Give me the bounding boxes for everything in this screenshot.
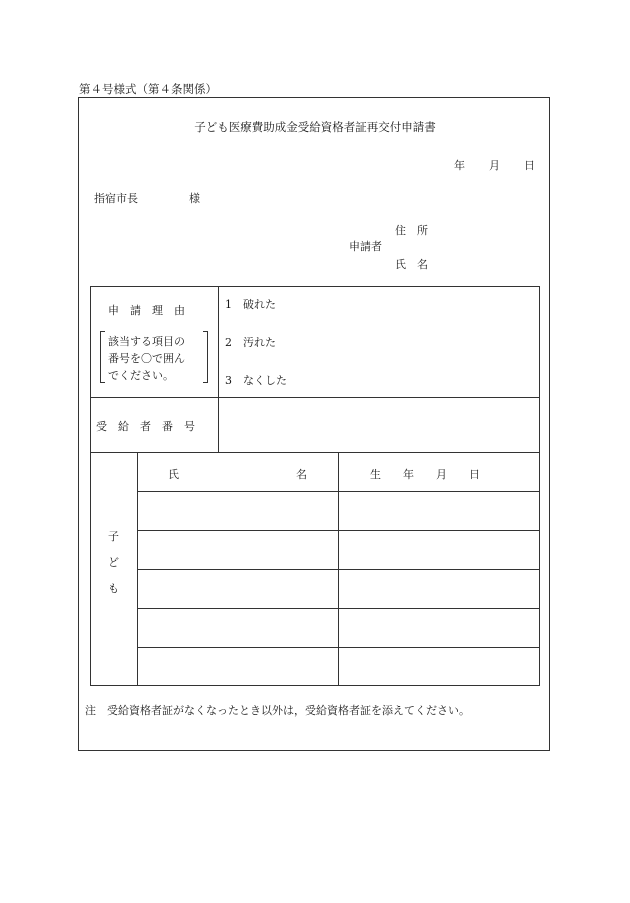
reason-instruction-line-2: 番号を〇で囲ん — [108, 352, 185, 365]
children-header-divider — [137, 491, 540, 492]
addressee-honorific: 様 — [189, 192, 200, 205]
reason-table-row-divider — [90, 397, 540, 398]
child-birthdate-field[interactable] — [341, 533, 537, 567]
instruction-bracket-left — [100, 331, 105, 383]
children-col-name-surname: 氏 — [168, 468, 179, 481]
applicant-name-label: 氏 名 — [395, 258, 428, 271]
children-side-label-1: 子 — [108, 530, 119, 543]
children-row-divider — [137, 569, 540, 570]
children-row-divider — [137, 608, 540, 609]
reason-option-dirty[interactable]: 2 汚れた — [225, 336, 276, 349]
child-birthdate-field[interactable] — [341, 611, 537, 645]
form-title: 子ども医療費助成金受給資格者証再交付申請書 — [194, 120, 436, 134]
addressee-name: 指宿市長 — [94, 192, 138, 205]
child-name-field[interactable] — [140, 533, 336, 567]
applicant-label: 申請者 — [349, 240, 382, 253]
children-side-label-2: ど — [108, 556, 119, 569]
child-birthdate-field[interactable] — [341, 650, 537, 684]
child-birthdate-field[interactable] — [341, 572, 537, 606]
form-note: 注 受給資格者証がなくなったとき以外は，受給資格者証を添えてください。 — [85, 704, 470, 717]
child-name-field[interactable] — [140, 494, 336, 528]
reason-instruction-line-3: でください。 — [108, 369, 174, 382]
children-col-birthdate: 生 年 月 日 — [370, 468, 480, 481]
reason-option-torn[interactable]: 1 破れた — [225, 298, 276, 311]
child-name-field[interactable] — [140, 650, 336, 684]
applicant-address-label: 住 所 — [395, 224, 428, 237]
reason-instruction-line-1: 該当する項目の — [108, 335, 185, 348]
recipient-number-label: 受 給 者 番 号 — [96, 420, 195, 433]
reason-header: 申 請 理 由 — [108, 304, 185, 317]
date-year-label: 年 — [454, 159, 465, 172]
children-row-divider — [137, 530, 540, 531]
date-day-label: 日 — [524, 159, 535, 172]
child-birthdate-field[interactable] — [341, 494, 537, 528]
children-side-label-3: も — [108, 582, 119, 595]
recipient-number-field[interactable] — [224, 404, 534, 448]
instruction-bracket-right — [203, 331, 208, 383]
children-row-divider — [137, 647, 540, 648]
reason-table-divider — [218, 286, 219, 453]
child-name-field[interactable] — [140, 572, 336, 606]
reason-option-lost[interactable]: 3 なくした — [225, 374, 287, 387]
date-month-label: 月 — [489, 159, 500, 172]
child-name-field[interactable] — [140, 611, 336, 645]
form-number: 第４号様式（第４条関係） — [79, 82, 217, 96]
children-col-name-given: 名 — [296, 468, 307, 481]
